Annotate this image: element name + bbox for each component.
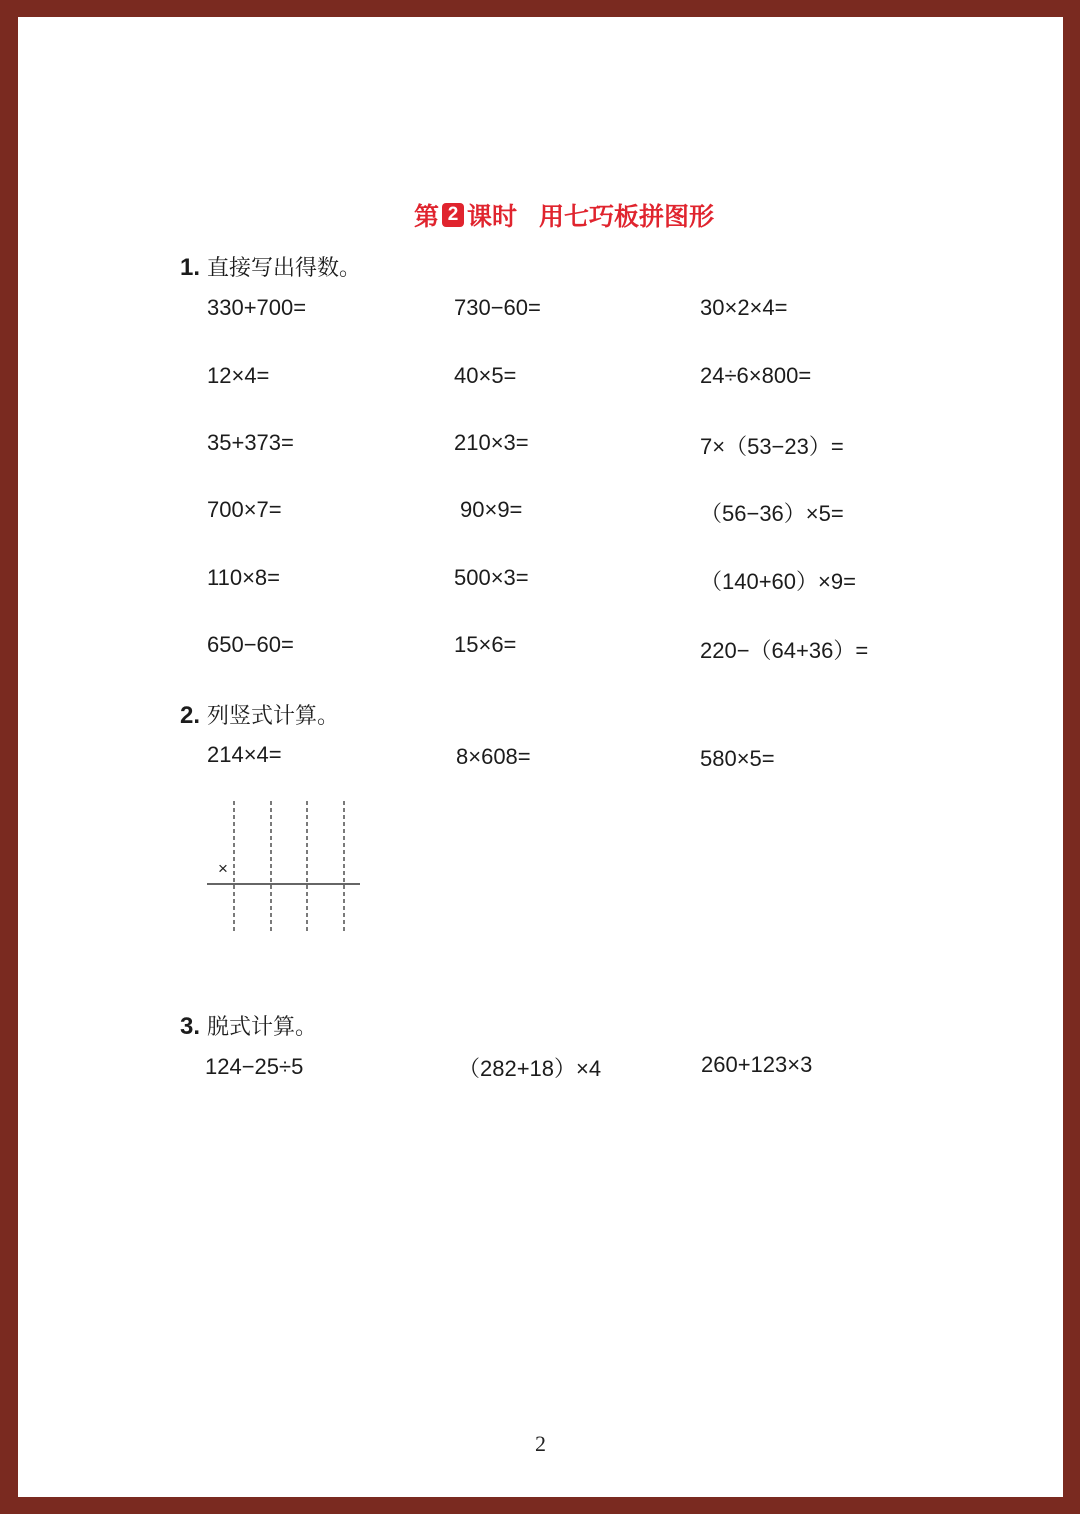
lesson-topic: 用七巧板拼图形 (539, 202, 715, 231)
problem-1-12: （56−36）×5= (700, 501, 844, 526)
section-title: 列竖式计算。 (207, 704, 340, 729)
section-number: 3. (180, 1013, 201, 1040)
section-number: 2. (180, 702, 201, 729)
vertical-calculation-grid (206, 799, 366, 934)
stepwise-problem-3: 260+123×3 (701, 1052, 813, 1077)
lesson-number-badge: 2 (442, 203, 464, 227)
problem-1-16: 650−60= (207, 632, 294, 657)
problem-1-8: 210×3= (454, 430, 529, 455)
section-3-heading (180, 1010, 317, 1041)
problem-1-4: 12×4= (207, 363, 270, 388)
section-number: 1. (180, 254, 201, 281)
vertical-problem-2: 8×608= (456, 744, 531, 769)
lesson-title (414, 197, 714, 233)
worksheet-page (18, 17, 1063, 1497)
stepwise-problem-1: 124−25÷5 (205, 1054, 304, 1079)
problem-1-17: 15×6= (454, 632, 517, 657)
problem-1-13: 110×8= (207, 565, 281, 590)
multiply-operator: × (218, 859, 228, 878)
problem-1-7: 35+373= (207, 430, 294, 455)
problem-1-11: 90×9= (460, 497, 523, 522)
problem-1-5: 40×5= (454, 363, 517, 388)
problem-1-9: 7×（53−23）= (700, 434, 844, 459)
problem-1-15: （140+60）×9= (700, 569, 856, 594)
vertical-problem-1: 214×4= (207, 742, 282, 767)
problem-1-10: 700×7= (207, 497, 282, 522)
problem-1-3: 30×2×4= (700, 295, 788, 320)
problem-1-18: 220−（64+36）= (700, 638, 869, 663)
section-2-heading (180, 699, 339, 730)
problem-1-14: 500×3= (454, 565, 529, 590)
lesson-prefix: 第 (414, 202, 440, 231)
problem-1-2: 730−60= (454, 295, 541, 320)
stepwise-problem-2: （282+18）×4 (458, 1056, 602, 1081)
vertical-problem-3: 580×5= (700, 746, 775, 771)
problem-1-1: 330+700= (207, 295, 307, 320)
problem-1-6: 24÷6×800= (700, 363, 812, 388)
section-1-heading (180, 251, 361, 282)
section-title: 脱式计算。 (207, 1015, 318, 1040)
section-title: 直接写出得数。 (207, 256, 362, 281)
lesson-suffix: 课时 (467, 202, 518, 231)
page-number: 2 (535, 1431, 546, 1456)
